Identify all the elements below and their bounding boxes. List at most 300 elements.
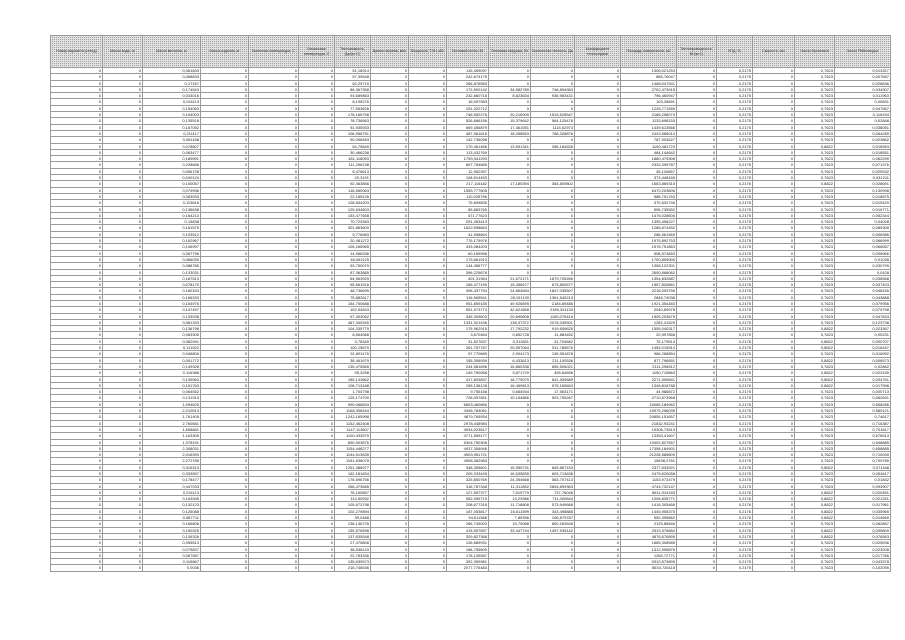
- table-cell[interactable]: 41,598664: [447, 231, 489, 237]
- table-cell[interactable]: 0: [103, 502, 143, 508]
- table-cell[interactable]: 0: [103, 452, 143, 458]
- table-cell[interactable]: 0: [753, 326, 795, 332]
- table-cell[interactable]: 0,136796: [143, 326, 201, 332]
- table-cell[interactable]: 0: [201, 515, 249, 521]
- table-cell[interactable]: 0: [409, 326, 447, 332]
- table-cell[interactable]: 0,2175: [717, 552, 753, 558]
- table-cell[interactable]: 0: [409, 124, 447, 130]
- table-cell[interactable]: 0,028836: [835, 80, 891, 86]
- table-cell[interactable]: 0: [489, 559, 531, 565]
- table-cell[interactable]: 0,2175: [717, 288, 753, 294]
- table-cell[interactable]: 0: [531, 433, 575, 439]
- table-cell[interactable]: 0: [371, 376, 409, 382]
- table-cell[interactable]: 0: [249, 502, 299, 508]
- table-cell[interactable]: 301,863609: [335, 225, 371, 231]
- table-cell[interactable]: 2519,375684: [621, 527, 677, 533]
- table-cell[interactable]: 0: [51, 401, 103, 407]
- table-cell[interactable]: 1476,028606: [621, 212, 677, 218]
- table-cell[interactable]: 34,582789: [489, 86, 531, 92]
- table-cell[interactable]: 0: [51, 256, 103, 262]
- table-cell[interactable]: 1331,321436: [447, 319, 489, 325]
- table-cell[interactable]: 0,2175: [717, 86, 753, 92]
- table-cell[interactable]: 0: [103, 244, 143, 250]
- table-cell[interactable]: 0: [51, 294, 103, 300]
- table-cell[interactable]: 0,7623: [795, 439, 835, 445]
- table-cell[interactable]: 0: [103, 521, 143, 527]
- table-cell[interactable]: 0: [299, 351, 335, 357]
- table-cell[interactable]: 0: [575, 527, 621, 533]
- table-cell[interactable]: 0: [103, 74, 143, 80]
- table-cell[interactable]: 0: [575, 181, 621, 187]
- table-cell[interactable]: 0: [299, 527, 335, 533]
- table-cell[interactable]: 0: [103, 540, 143, 546]
- table-cell[interactable]: 0: [371, 319, 409, 325]
- table-cell[interactable]: 0: [677, 256, 717, 262]
- table-cell[interactable]: 0,658286: [835, 401, 891, 407]
- table-cell[interactable]: 0: [201, 559, 249, 565]
- table-cell[interactable]: 15979,256039: [621, 408, 677, 414]
- table-cell[interactable]: 18,779079: [489, 376, 531, 382]
- table-cell[interactable]: 0: [371, 149, 409, 155]
- table-cell[interactable]: 0: [201, 187, 249, 193]
- table-cell[interactable]: 0: [103, 338, 143, 344]
- table-cell[interactable]: 0: [575, 124, 621, 130]
- table-cell[interactable]: 0: [677, 426, 717, 432]
- table-cell[interactable]: 0: [677, 300, 717, 306]
- table-cell[interactable]: 0: [371, 74, 409, 80]
- table-cell[interactable]: 0: [51, 313, 103, 319]
- table-cell[interactable]: 151,322712: [447, 105, 489, 111]
- table-cell[interactable]: 0: [371, 275, 409, 281]
- table-cell[interactable]: 0: [371, 370, 409, 376]
- table-cell[interactable]: 0: [531, 200, 575, 206]
- table-cell[interactable]: 0: [489, 193, 531, 199]
- table-cell[interactable]: 0,8822: [795, 527, 835, 533]
- table-cell[interactable]: 0: [489, 269, 531, 275]
- table-cell[interactable]: 0: [575, 439, 621, 445]
- table-cell[interactable]: 0: [371, 256, 409, 262]
- table-cell[interactable]: 100,15679: [335, 345, 371, 351]
- table-cell[interactable]: 0,011963: [835, 93, 891, 99]
- table-cell[interactable]: 0: [575, 68, 621, 74]
- table-cell[interactable]: 0,116867: [143, 559, 201, 565]
- table-cell[interactable]: 0,2175: [717, 256, 753, 262]
- table-cell[interactable]: 0,021251: [835, 496, 891, 502]
- table-cell[interactable]: 0: [371, 496, 409, 502]
- table-cell[interactable]: 0: [753, 565, 795, 571]
- table-cell[interactable]: 1312,996876: [621, 546, 677, 552]
- table-cell[interactable]: 0: [489, 175, 531, 181]
- table-cell[interactable]: 0: [299, 464, 335, 470]
- table-cell[interactable]: 0: [575, 502, 621, 508]
- table-cell[interactable]: 0: [753, 74, 795, 80]
- table-cell[interactable]: 0,658885: [835, 445, 891, 451]
- table-cell[interactable]: 0: [409, 477, 447, 483]
- table-cell[interactable]: 0: [51, 471, 103, 477]
- table-cell[interactable]: 0: [753, 294, 795, 300]
- table-cell[interactable]: 64,79849: [335, 143, 371, 149]
- table-cell[interactable]: 0: [249, 382, 299, 388]
- table-cell[interactable]: 0,154976: [143, 300, 201, 306]
- table-cell[interactable]: 0: [201, 540, 249, 546]
- table-cell[interactable]: 0: [103, 206, 143, 212]
- table-cell[interactable]: 0: [249, 275, 299, 281]
- table-cell[interactable]: 0,7623: [795, 168, 835, 174]
- table-cell[interactable]: 1226,771559: [621, 105, 677, 111]
- table-cell[interactable]: 0: [753, 313, 795, 319]
- table-cell[interactable]: 0,062691: [835, 395, 891, 401]
- table-cell[interactable]: 0: [753, 275, 795, 281]
- table-cell[interactable]: 0: [299, 256, 335, 262]
- table-cell[interactable]: 0: [249, 244, 299, 250]
- table-cell[interactable]: 0: [299, 93, 335, 99]
- table-cell[interactable]: 0: [299, 508, 335, 514]
- table-cell[interactable]: 0: [409, 193, 447, 199]
- table-cell[interactable]: 155,306939: [447, 357, 489, 363]
- table-cell[interactable]: 0: [51, 137, 103, 143]
- table-cell[interactable]: 0: [201, 219, 249, 225]
- table-cell[interactable]: 0,8822: [795, 326, 835, 332]
- table-cell[interactable]: 0: [753, 112, 795, 118]
- table-cell[interactable]: 0: [409, 401, 447, 407]
- table-cell[interactable]: 0,047833: [835, 313, 891, 319]
- table-cell[interactable]: 0: [409, 181, 447, 187]
- table-cell[interactable]: 0,710039: [835, 452, 891, 458]
- table-cell[interactable]: 0,7623: [795, 93, 835, 99]
- table-cell[interactable]: 8,564568: [335, 332, 371, 338]
- table-cell[interactable]: 1154,448277: [335, 445, 371, 451]
- table-cell[interactable]: 209,233449: [447, 471, 489, 477]
- table-cell[interactable]: 0,2175: [717, 294, 753, 300]
- table-cell[interactable]: 0: [103, 162, 143, 168]
- table-cell[interactable]: 0: [575, 533, 621, 539]
- table-cell[interactable]: 0: [677, 489, 717, 495]
- table-cell[interactable]: 60,169996: [447, 250, 489, 256]
- table-cell[interactable]: 0: [299, 533, 335, 539]
- table-cell[interactable]: 0,130998: [835, 187, 891, 193]
- table-cell[interactable]: 415,557657: [447, 527, 489, 533]
- table-cell[interactable]: 0: [201, 471, 249, 477]
- table-cell[interactable]: 0,075837: [143, 546, 201, 552]
- table-cell[interactable]: 0: [249, 68, 299, 74]
- table-cell[interactable]: 0: [201, 382, 249, 388]
- table-cell[interactable]: 0: [103, 515, 143, 521]
- table-cell[interactable]: 951,859185: [447, 300, 489, 306]
- table-cell[interactable]: 0: [201, 282, 249, 288]
- table-cell[interactable]: 0: [249, 168, 299, 174]
- table-cell[interactable]: 20,699808: [489, 313, 531, 319]
- table-cell[interactable]: 0: [575, 294, 621, 300]
- table-cell[interactable]: 0: [103, 408, 143, 414]
- table-cell[interactable]: 0: [299, 212, 335, 218]
- table-cell[interactable]: 0: [249, 181, 299, 187]
- table-cell[interactable]: 0: [531, 175, 575, 181]
- table-cell[interactable]: 0: [409, 156, 447, 162]
- table-cell[interactable]: 0: [299, 401, 335, 407]
- table-cell[interactable]: 0: [753, 420, 795, 426]
- table-cell[interactable]: 0: [371, 408, 409, 414]
- table-cell[interactable]: 0: [753, 238, 795, 244]
- table-cell[interactable]: 0: [299, 439, 335, 445]
- table-cell[interactable]: 0: [677, 521, 717, 527]
- table-cell[interactable]: 1265,72771: [621, 552, 677, 558]
- table-cell[interactable]: 0: [489, 156, 531, 162]
- table-cell[interactable]: 0: [753, 458, 795, 464]
- table-cell[interactable]: 78,736563: [335, 118, 371, 124]
- table-cell[interactable]: 0: [249, 483, 299, 489]
- table-cell[interactable]: 0: [249, 294, 299, 300]
- table-cell[interactable]: 0: [531, 263, 575, 269]
- table-cell[interactable]: 0: [489, 162, 531, 168]
- table-cell[interactable]: 0: [409, 137, 447, 143]
- table-cell[interactable]: 4958,362983: [447, 458, 489, 464]
- table-cell[interactable]: 105,673798: [335, 502, 371, 508]
- table-cell[interactable]: 0,316313: [143, 464, 201, 470]
- table-cell[interactable]: 0: [371, 338, 409, 344]
- table-cell[interactable]: 0,7623: [795, 137, 835, 143]
- table-cell[interactable]: 2690,668062: [621, 269, 677, 275]
- table-cell[interactable]: 0,7623: [795, 263, 835, 269]
- table-cell[interactable]: 0,8822: [795, 515, 835, 521]
- table-cell[interactable]: 0: [531, 168, 575, 174]
- table-cell[interactable]: 0: [201, 118, 249, 124]
- table-cell[interactable]: 0,7623: [795, 130, 835, 136]
- table-cell[interactable]: 0: [201, 256, 249, 262]
- table-cell[interactable]: 0,161575: [143, 225, 201, 231]
- table-cell[interactable]: 0: [753, 382, 795, 388]
- table-cell[interactable]: 0: [409, 168, 447, 174]
- table-cell[interactable]: 0: [103, 464, 143, 470]
- table-cell[interactable]: 0: [103, 357, 143, 363]
- table-cell[interactable]: 0: [249, 420, 299, 426]
- table-cell[interactable]: 329,827368: [447, 533, 489, 539]
- table-cell[interactable]: 0: [575, 319, 621, 325]
- table-cell[interactable]: 0: [299, 118, 335, 124]
- table-cell[interactable]: 0: [201, 565, 249, 571]
- table-cell[interactable]: 0: [201, 143, 249, 149]
- table-cell[interactable]: 0: [249, 149, 299, 155]
- table-cell[interactable]: 0: [299, 332, 335, 338]
- table-cell[interactable]: 0,037403: [835, 282, 891, 288]
- table-cell[interactable]: 0,123738: [835, 319, 891, 325]
- table-cell[interactable]: 0: [103, 332, 143, 338]
- table-cell[interactable]: 877,796891: [621, 357, 677, 363]
- table-cell[interactable]: 0: [753, 552, 795, 558]
- table-cell[interactable]: 0: [201, 408, 249, 414]
- table-cell[interactable]: 0: [201, 351, 249, 357]
- table-cell[interactable]: 0: [575, 426, 621, 432]
- table-cell[interactable]: 0: [371, 414, 409, 420]
- table-cell[interactable]: 0: [371, 401, 409, 407]
- table-cell[interactable]: 0: [677, 74, 717, 80]
- table-cell[interactable]: 0: [201, 389, 249, 395]
- table-cell[interactable]: 0: [489, 137, 531, 143]
- table-cell[interactable]: 0: [753, 250, 795, 256]
- table-cell[interactable]: 0: [249, 319, 299, 325]
- table-cell[interactable]: 0,033016: [143, 93, 201, 99]
- table-cell[interactable]: 588,751763: [621, 193, 677, 199]
- table-cell[interactable]: 0: [201, 464, 249, 470]
- table-cell[interactable]: 17,792232: [489, 326, 531, 332]
- table-cell[interactable]: 0: [753, 433, 795, 439]
- table-cell[interactable]: 1,163305: [143, 433, 201, 439]
- table-cell[interactable]: 0: [677, 137, 717, 143]
- table-cell[interactable]: 0: [531, 68, 575, 74]
- table-cell[interactable]: 0: [677, 351, 717, 357]
- table-cell[interactable]: 0: [299, 483, 335, 489]
- table-cell[interactable]: 20,216905: [489, 112, 531, 118]
- table-cell[interactable]: 0,166606: [143, 521, 201, 527]
- table-cell[interactable]: 0: [299, 137, 335, 143]
- table-cell[interactable]: 0,7623: [795, 80, 835, 86]
- table-cell[interactable]: 0: [249, 137, 299, 143]
- table-cell[interactable]: 603,713638: [531, 471, 575, 477]
- table-cell[interactable]: 0: [371, 156, 409, 162]
- table-cell[interactable]: 0: [677, 515, 717, 521]
- table-cell[interactable]: 0,017961: [835, 502, 891, 508]
- table-cell[interactable]: 75,695835: [447, 200, 489, 206]
- table-cell[interactable]: 7,519779: [489, 489, 531, 495]
- table-cell[interactable]: 0: [409, 294, 447, 300]
- table-cell[interactable]: 0: [249, 533, 299, 539]
- table-cell[interactable]: 0: [409, 162, 447, 168]
- table-cell[interactable]: 0: [753, 162, 795, 168]
- table-cell[interactable]: 0,023155: [835, 370, 891, 376]
- table-cell[interactable]: 0: [249, 212, 299, 218]
- table-cell[interactable]: 0: [299, 275, 335, 281]
- table-cell[interactable]: 0,7623: [795, 452, 835, 458]
- table-cell[interactable]: 0: [489, 74, 531, 80]
- table-cell[interactable]: 0: [201, 300, 249, 306]
- table-cell[interactable]: 0,008966: [835, 250, 891, 256]
- table-cell[interactable]: 0: [371, 351, 409, 357]
- table-cell[interactable]: 0,580121: [835, 408, 891, 414]
- table-cell[interactable]: 1700,859905: [621, 256, 677, 262]
- table-cell[interactable]: 0,7623: [795, 565, 835, 571]
- table-cell[interactable]: 0: [753, 225, 795, 231]
- table-cell[interactable]: 768,328876: [531, 130, 575, 136]
- table-cell[interactable]: 0,2175: [717, 124, 753, 130]
- table-cell[interactable]: 6470,203606: [621, 187, 677, 193]
- table-cell[interactable]: 0: [575, 130, 621, 136]
- table-cell[interactable]: 0: [575, 363, 621, 369]
- table-cell[interactable]: 0: [201, 401, 249, 407]
- table-cell[interactable]: 4876,676895: [621, 533, 677, 539]
- table-cell[interactable]: 0: [409, 527, 447, 533]
- table-cell[interactable]: 0: [299, 408, 335, 414]
- table-cell[interactable]: 0: [299, 143, 335, 149]
- table-cell[interactable]: 0,7623: [795, 540, 835, 546]
- table-cell[interactable]: 217,116182: [447, 181, 489, 187]
- table-cell[interactable]: 0,062857: [835, 521, 891, 527]
- table-cell[interactable]: 0: [103, 351, 143, 357]
- table-cell[interactable]: 0: [103, 80, 143, 86]
- table-cell[interactable]: 153,477658: [335, 212, 371, 218]
- table-cell[interactable]: 2333,395787: [621, 162, 677, 168]
- table-cell[interactable]: 0,2175: [717, 420, 753, 426]
- table-cell[interactable]: 0: [249, 552, 299, 558]
- table-cell[interactable]: 6,433613: [489, 357, 531, 363]
- table-cell[interactable]: 0: [103, 496, 143, 502]
- table-cell[interactable]: 0: [299, 99, 335, 105]
- table-cell[interactable]: 0: [575, 156, 621, 162]
- table-cell[interactable]: 0,241113: [143, 489, 201, 495]
- table-cell[interactable]: 0: [371, 313, 409, 319]
- table-cell[interactable]: 0: [51, 282, 103, 288]
- table-cell[interactable]: 0: [249, 471, 299, 477]
- table-cell[interactable]: 94,611568: [447, 515, 489, 521]
- table-cell[interactable]: 0: [489, 187, 531, 193]
- table-cell[interactable]: 0: [753, 452, 795, 458]
- table-cell[interactable]: 0: [201, 458, 249, 464]
- table-cell[interactable]: 0: [299, 238, 335, 244]
- table-cell[interactable]: 21228,585609: [621, 452, 677, 458]
- table-cell[interactable]: 0: [371, 300, 409, 306]
- table-cell[interactable]: 0: [575, 445, 621, 451]
- table-cell[interactable]: 0: [249, 408, 299, 414]
- table-cell[interactable]: 12,962397: [447, 168, 489, 174]
- table-cell[interactable]: 20855,151657: [621, 414, 677, 420]
- table-cell[interactable]: 0: [103, 130, 143, 136]
- table-cell[interactable]: 0: [371, 420, 409, 426]
- table-cell[interactable]: 0: [371, 552, 409, 558]
- table-cell[interactable]: 85,883765: [447, 206, 489, 212]
- table-cell[interactable]: 0: [409, 382, 447, 388]
- table-cell[interactable]: 0: [677, 332, 717, 338]
- table-cell[interactable]: 0: [409, 426, 447, 432]
- table-cell[interactable]: 0: [531, 212, 575, 218]
- table-cell[interactable]: 4771,559177: [447, 433, 489, 439]
- table-cell[interactable]: 0: [677, 206, 717, 212]
- table-cell[interactable]: 0,116154: [835, 112, 891, 118]
- table-cell[interactable]: 0,2176: [717, 357, 753, 363]
- table-cell[interactable]: 0: [531, 546, 575, 552]
- table-cell[interactable]: 16,469813: [489, 382, 531, 388]
- table-cell[interactable]: 0: [299, 395, 335, 401]
- table-cell[interactable]: 0: [201, 263, 249, 269]
- table-cell[interactable]: 0: [575, 552, 621, 558]
- table-cell[interactable]: 0: [249, 193, 299, 199]
- table-cell[interactable]: 0,064289: [835, 130, 891, 136]
- table-cell[interactable]: 396,225676: [447, 269, 489, 275]
- table-cell[interactable]: 106,956751: [335, 130, 371, 136]
- table-cell[interactable]: 0,2175: [717, 212, 753, 218]
- table-cell[interactable]: 9,776983: [335, 231, 371, 237]
- table-cell[interactable]: 1679,705266: [531, 275, 575, 281]
- table-cell[interactable]: 0: [201, 326, 249, 332]
- table-cell[interactable]: 0,2175: [717, 219, 753, 225]
- table-cell[interactable]: 0: [103, 489, 143, 495]
- table-cell[interactable]: 0: [753, 338, 795, 344]
- table-cell[interactable]: 0: [371, 130, 409, 136]
- table-cell[interactable]: 0: [409, 559, 447, 565]
- table-cell[interactable]: 0,7623: [795, 521, 835, 527]
- table-cell[interactable]: 0: [249, 345, 299, 351]
- table-cell[interactable]: 0: [299, 149, 335, 155]
- table-cell[interactable]: 0,2175: [717, 300, 753, 306]
- table-cell[interactable]: 0: [299, 382, 335, 388]
- table-cell[interactable]: 0: [677, 112, 717, 118]
- table-cell[interactable]: 0,116388: [143, 370, 201, 376]
- table-cell[interactable]: 0: [201, 193, 249, 199]
- table-cell[interactable]: 0: [299, 282, 335, 288]
- table-cell[interactable]: 0: [489, 414, 531, 420]
- table-cell[interactable]: 0: [575, 187, 621, 193]
- table-cell[interactable]: 27,475808: [335, 540, 371, 546]
- table-cell[interactable]: 0: [249, 508, 299, 514]
- table-cell[interactable]: 0: [103, 112, 143, 118]
- table-cell[interactable]: 0: [371, 527, 409, 533]
